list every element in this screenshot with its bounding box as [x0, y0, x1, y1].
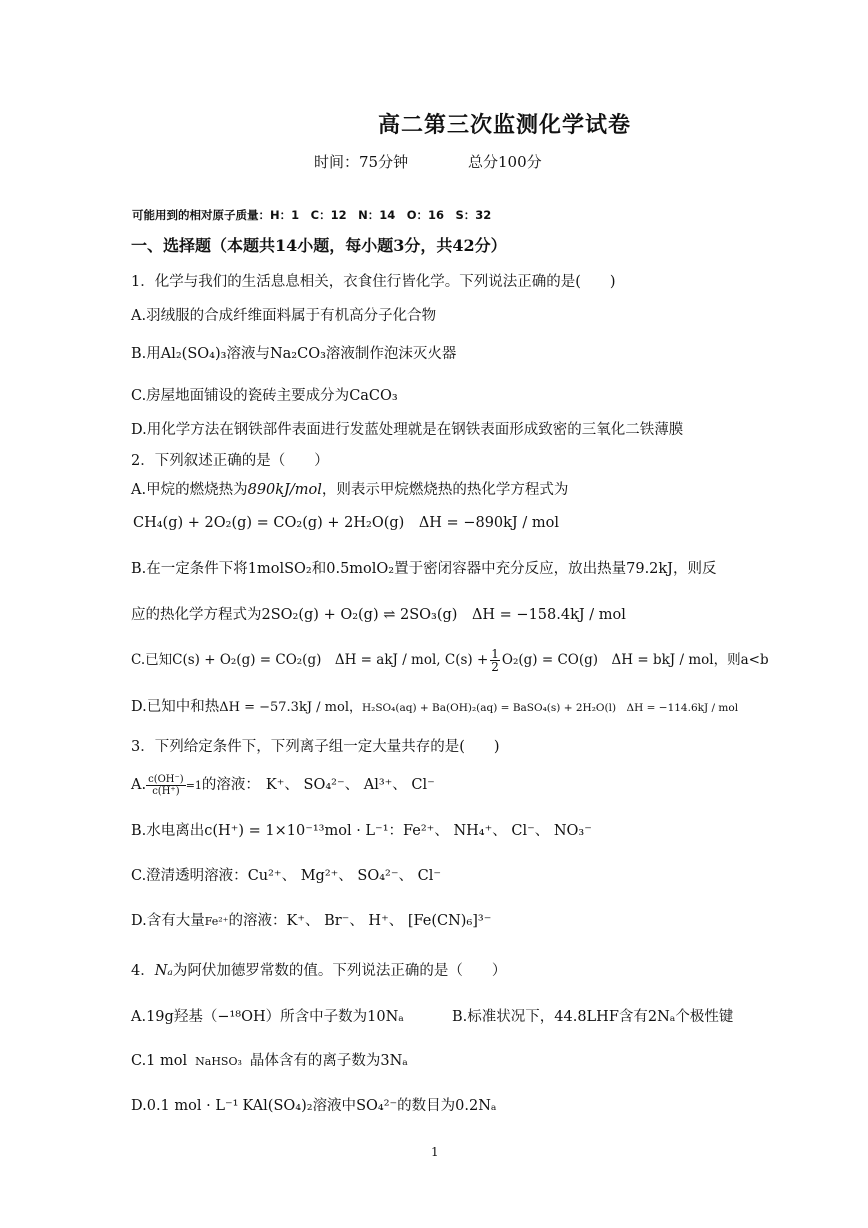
q3-a-ions: K⁺、 SO₄²⁻、 Al³⁺、 Cl⁻	[265, 777, 435, 793]
q3-b-post: ：	[388, 823, 404, 839]
q3-d-pre: D.含有大量	[131, 913, 205, 929]
q2-c-pre: C.已知	[131, 652, 173, 668]
q2-b-pre: 应的热化学方程式为	[131, 607, 262, 623]
atomic-mass-note: 可能用到的相对原子质量：H：1 C：12 N：14 O：16 S：32	[132, 208, 492, 222]
exam-time: 时间：75分钟	[314, 153, 409, 171]
q2-d-equation-1: ΔH = −57.3kJ / mol	[219, 700, 349, 715]
q2-option-b-line2	[131, 606, 626, 624]
q2-c-fraction-numerator: 1	[491, 647, 499, 661]
q2-c-post: ，则a<b	[713, 652, 769, 668]
q3-d-ions: K⁺、 Br⁻、 H⁺、 [Fe(CN)₆]³⁻	[286, 913, 492, 929]
q3-option-a	[131, 772, 435, 799]
q4-option-b: B.标准状况下，44.8LHF含有2Nₐ个极性键	[452, 1009, 734, 1025]
q2-option-a-equation: CH₄(g) + 2O₂(g) = CO₂(g) + 2H₂O(g) ΔH = −890kJ / mol	[133, 515, 559, 531]
q2-b-equation: 2SO₂(g) + O₂(g) ⇌ 2SO₃(g) ΔH = −158.4kJ / mol	[261, 607, 626, 623]
q4-d-formula-2: SO₄²⁻	[356, 1098, 398, 1114]
q3-option-d	[131, 912, 491, 931]
q1-option-a: A.羽绒服的合成纤维面料属于有机高分子化合物	[131, 308, 437, 324]
q4-d-post: 的数目为0.2Nₐ	[397, 1098, 497, 1114]
q4-c-post: 晶体含有的离子数为3Nₐ	[249, 1053, 408, 1069]
q2-d-sep: ，	[348, 700, 362, 715]
q3-c-ions: Cu²⁺、 Mg²⁺、 SO₄²⁻、 Cl⁻	[247, 868, 441, 884]
q4-d-formula: KAl(SO₄)₂	[242, 1098, 313, 1114]
q4-option-d	[131, 1097, 497, 1115]
q3-a-pre: A.	[131, 777, 147, 793]
q2-c-fraction-denominator: 2	[491, 660, 499, 674]
q1-b-post: 溶液制作泡沫灭火器	[325, 346, 457, 362]
q4-stem	[131, 962, 506, 980]
q4-d-pre: D.0.1 mol · L⁻¹	[131, 1098, 239, 1114]
q2-c-equation-1: C(s) + O₂(g) = CO₂(g) ΔH = akJ / mol, C(s) +	[172, 652, 489, 668]
page-number: 1	[431, 1145, 439, 1159]
q2-a-post: ，则表示甲烷燃烧热的热化学方程式为	[321, 482, 569, 498]
q1-b-pre: B.用	[131, 346, 161, 362]
q2-option-c	[131, 648, 769, 673]
exam-total-score: 总分100分	[468, 153, 542, 171]
q1-option-d: D.用化学方法在钢铁部件表面进行发蓝处理就是在钢铁表面形成致密的三氧化二铁薄膜	[131, 422, 684, 438]
q2-a-value: 890kJ/mol	[247, 482, 322, 498]
q1-b-formula-1: Al₂(SO₄)₃	[160, 346, 227, 362]
q3-a-fraction-numerator: c(OH⁻)	[148, 773, 184, 785]
q3-b-pre: B.水电离出	[131, 823, 205, 839]
q1-b-formula-2: Na₂CO₃	[269, 346, 326, 362]
q4-stem-number: 4．	[131, 963, 155, 979]
q1-b-mid: 溶液与	[226, 346, 270, 362]
q2-option-b-line1: B.在一定条件下将1molSO₂和0.5molO₂置于密闭容器中充分反应，放出热量79.2kJ，则反	[131, 561, 717, 577]
q4-d-mid: 溶液中	[312, 1098, 357, 1114]
q3-a-fraction	[146, 774, 186, 797]
q1-option-c	[131, 387, 398, 405]
q4-option-c	[131, 1052, 408, 1071]
q3-a-post: 的溶液：	[201, 777, 260, 793]
q4-c-formula: NaHSO₃	[195, 1055, 242, 1068]
q4-c-pre: C.1 mol	[131, 1053, 188, 1069]
q4-stem-text: 为阿伏加德罗常数的值。下列说法正确的是（ ）	[172, 963, 507, 979]
q2-a-pre: A.甲烷的燃烧热为	[131, 482, 248, 498]
q3-c-pre: C.澄清透明溶液：	[131, 868, 248, 884]
q2-d-equation-2: H₂SO₄(aq) + Ba(OH)₂(aq) = BaSO₄(s) + 2H₂O(l) ΔH = −114.6kJ / mol	[362, 702, 739, 714]
q1-c-pre: C.房屋地面铺设的瓷砖主要成分为	[131, 388, 350, 404]
q2-c-fraction	[490, 648, 500, 673]
q3-d-post: 的溶液：	[228, 913, 287, 929]
q3-option-c	[131, 867, 441, 885]
q2-c-equation-2: O₂(g) = CO(g) ΔH = bkJ / mol	[501, 652, 714, 668]
q1-c-formula: CaCO₃	[349, 388, 398, 404]
q3-option-b	[131, 822, 592, 840]
q3-stem: 3．下列给定条件下，下列离子组一定大量共存的是( )	[131, 739, 500, 755]
q4-stem-na: Nₐ	[154, 963, 173, 979]
document-title: 高二第三次监测化学试卷	[378, 112, 632, 138]
q3-a-eq: =1	[185, 779, 202, 792]
q1-stem: 1．化学与我们的生活息息相关，衣食住行皆化学。下列说法正确的是( )	[131, 274, 616, 290]
q1-option-b	[131, 345, 456, 363]
q4-option-a: A.19g羟基（−¹⁸OH）所含中子数为10Nₐ	[131, 1009, 404, 1025]
q2-option-a-line1	[131, 481, 568, 499]
q3-b-ions: Fe²⁺、 NH₄⁺、 Cl⁻、 NO₃⁻	[403, 823, 592, 839]
section-heading: 一、选择题（本题共14小题，每小题3分，共42分）	[131, 236, 507, 255]
q2-stem: 2．下列叙述正确的是（ ）	[131, 453, 329, 469]
q2-option-d	[131, 698, 738, 717]
q2-d-pre: D.已知中和热	[131, 699, 220, 715]
q3-a-fraction-denominator: c(H⁺)	[152, 785, 180, 797]
q3-b-equation: c(H⁺) = 1×10⁻¹³mol · L⁻¹	[204, 823, 389, 839]
q3-d-formula: Fe²⁺	[204, 915, 229, 928]
